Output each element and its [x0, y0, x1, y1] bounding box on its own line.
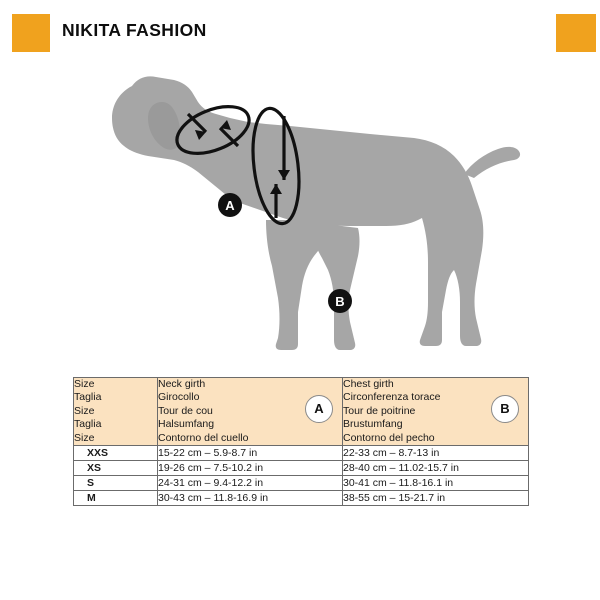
size-label-de: Taglia: [74, 418, 102, 431]
header-accent-square-right: [556, 14, 596, 52]
row-chest: 38-55 cm – 15-21.7 in: [343, 491, 529, 506]
row-chest: 22-33 cm – 8.7-13 in: [343, 446, 529, 461]
chest-label-de: Brustumfang: [343, 418, 403, 431]
table-row: [74, 491, 529, 506]
row-neck: 15-22 cm – 5.9-8.7 in: [158, 446, 343, 461]
row-chest: 28-40 cm – 11.02-15.7 in: [343, 461, 529, 476]
header-cell-chest-girth: [343, 378, 529, 446]
neck-label-it: Girocollo: [158, 391, 200, 404]
size-label-it: Taglia: [74, 391, 102, 404]
table-header-row: [74, 378, 529, 446]
chest-label-fr: Tour de poitrine: [343, 404, 416, 417]
size-label-fr: Size: [74, 404, 95, 417]
row-neck: 24-31 cm – 9.4-12.2 in: [158, 476, 343, 491]
table-row: [74, 461, 529, 476]
row-size: S: [74, 476, 158, 491]
row-size: XXS: [74, 446, 158, 461]
badge-a-neck: A: [218, 193, 242, 217]
size-table: [73, 377, 529, 506]
header-cell-size: [74, 378, 158, 446]
badge-b-table: B: [491, 395, 519, 423]
page-title: NIKITA FASHION: [62, 20, 207, 40]
chest-label-en: Chest girth: [343, 378, 394, 390]
size-label-es: Size: [74, 431, 95, 444]
neck-label-de: Halsumfang: [158, 418, 215, 431]
dog-body-shape: [112, 76, 520, 350]
neck-label-es: Contorno del cuello: [158, 431, 249, 444]
header-accent-square-left: [12, 14, 50, 52]
badge-b-chest: B: [328, 289, 352, 313]
neck-label-fr: Tour de cou: [158, 404, 213, 417]
row-neck: 30-43 cm – 11.8-16.9 in: [158, 491, 343, 506]
neck-label-en: Neck girth: [158, 378, 206, 390]
row-neck: 19-26 cm – 7.5-10.2 in: [158, 461, 343, 476]
row-chest: 30-41 cm – 11.8-16.1 in: [343, 476, 529, 491]
dog-figure-svg: [70, 50, 540, 360]
size-label-en: Size: [74, 378, 95, 390]
chest-label-es: Contorno del pecho: [343, 431, 435, 444]
badge-a-table: A: [305, 395, 333, 423]
row-size: XS: [74, 461, 158, 476]
table-row: [74, 446, 529, 461]
chest-label-it: Circonferenza torace: [343, 391, 441, 404]
dog-illustration: [70, 50, 540, 360]
table-row: [74, 476, 529, 491]
header-cell-neck-girth: [158, 378, 343, 446]
row-size: M: [74, 491, 158, 506]
